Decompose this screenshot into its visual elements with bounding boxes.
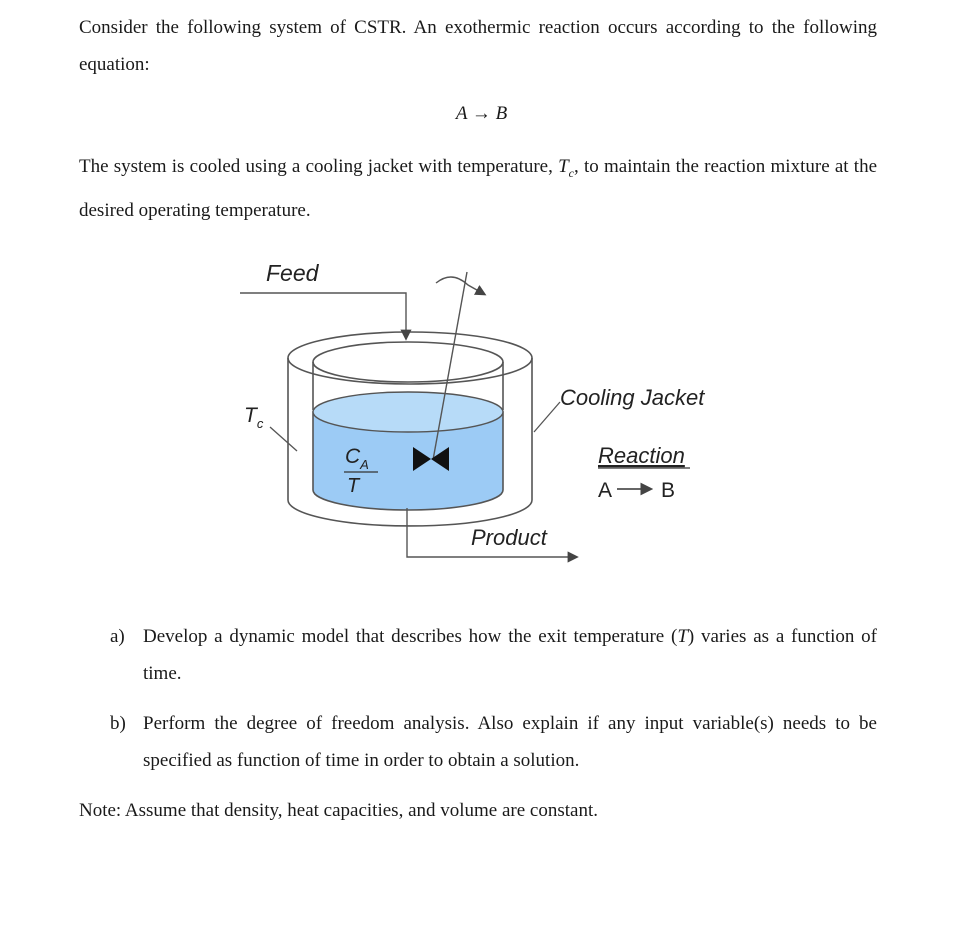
cooling-text-before: The system is cooled using a cooling jacket with temperature, — [79, 156, 559, 177]
equation-text: A → B — [455, 103, 508, 124]
question-a-text: Develop a dynamic model that describes how the exit temperature (T) varies as a function of time. — [143, 626, 877, 684]
tc-leader — [270, 427, 297, 451]
tc-symbol: $T_c$ — [558, 156, 574, 180]
feed-label: Feed — [266, 260, 319, 286]
reaction-a-label: A — [598, 479, 613, 502]
tc-label: $T_c$ — [244, 404, 264, 431]
note-text: Note: Assume that density, heat capacities, and volume are constant. — [79, 800, 599, 821]
concentration-label: $C_A$ — [345, 445, 369, 472]
cooling-text-after: , to maintain the reaction mixture at the desired operating temperature. — [79, 156, 877, 221]
note — [79, 797, 598, 825]
question-a — [110, 618, 877, 692]
question-b — [110, 705, 877, 779]
reaction-label: Reaction — [598, 443, 685, 468]
question-b-label: b) — [110, 713, 126, 734]
question-a-label: a) — [110, 626, 125, 647]
feed-line — [240, 293, 406, 338]
cooling-jacket-label: Cooling Jacket — [560, 385, 705, 410]
temperature-label: T — [347, 475, 360, 497]
product-label: Product — [471, 525, 547, 550]
reaction-b-label: B — [661, 479, 676, 502]
reaction-liquid — [313, 392, 503, 510]
intro-text: Consider the following system of CSTR. An exothermic reaction occurs according to the following equation: — [79, 17, 877, 75]
jacket-leader — [534, 402, 560, 432]
question-b-text: Perform the degree of freedom analysis. Also explain if any input variable(s) needs to be specified as function of time in order to obtain a solution. — [143, 713, 877, 771]
